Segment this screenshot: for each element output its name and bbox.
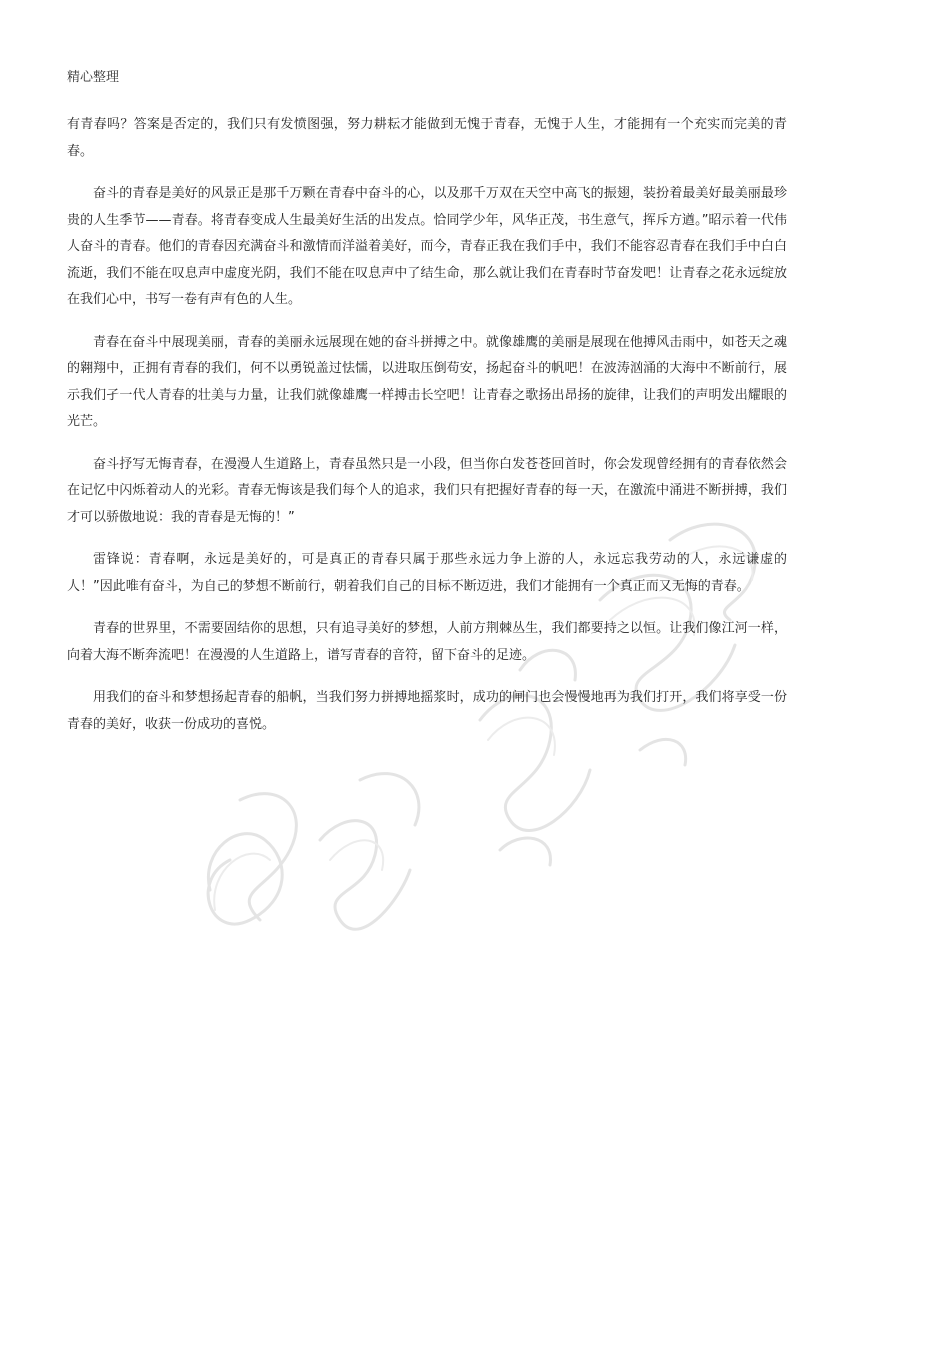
paragraph-3: 青春在奋斗中展现美丽，青春的美丽永远展现在她的奋斗拼搏之中。就像雄鹰的美丽是展现在他搏风击雨中，如苍天之魂的翱翔中，正拥有青春的我们，何不以勇锐盖过怯懦，以进取压倒苟安，扬起奋斗的帆吧！在波涛汹涌的大海中不断前行，展示我们孑一代人青春的壮美与力量，让我们就像雄鹰一样搏击长空吧！让青春之歌扬出昂扬的旋律，让我们的声明发出耀眼的光芒。 — [67, 334, 787, 429]
paragraph-1: 有青春吗？答案是否定的，我们只有发愤图强，努力耕耘才能做到无愧于青春，无愧于人生，才能拥有一个充实而完美的青春。 — [67, 117, 787, 159]
paragraph-5: 雷锋说：青春啊，永远是美好的，可是真正的青春只属于那些永远力争上游的人，永远忘我劳动的人，永远谦虚的人！”因此唯有奋斗，为自己的梦想不断前行，朝着我们自己的目标不断迈进，我们才能拥有一个真正而又无悔的青春。 — [67, 552, 787, 594]
paragraph-2: 奋斗的青春是美好的风景正是那千万颗在青春中奋斗的心，以及那千万双在天空中高飞的振翅，装扮着最美好最美丽最珍贵的人生季节——青春。将青春变成人生最美好生活的出发点。恰同学少年，风华正茂，书生意气，挥斥方遒。”昭示着一代伟人奋斗的青春。他们的青春因充满奋斗和激情而洋溢着美好，而今，青春正我在我们手中，我们不能容忍青春在我们手中白白流逝，我们不能在叹息声中虚度光阴，我们不能在叹息声中了结生命，那么就让我们在青春时节奋发吧！让青春之花永远绽放在我们心中，书写一卷有声有色的人生。 — [67, 186, 787, 307]
article-body — [67, 112, 787, 754]
paragraph-4: 奋斗抒写无悔青春，在漫漫人生道路上，青春虽然只是一小段，但当你白发苍苍回首时，你会发现曾经拥有的青春依然会在记忆中闪烁着动人的光彩。青春无悔该是我们每个人的追求，我们只有把握好青春的每一天，在激流中涌进不断拼搏，我们才可以骄傲地说：我的青春是无悔的！” — [67, 456, 787, 525]
paragraph-7: 用我们的奋斗和梦想扬起青春的船帆，当我们努力拼搏地摇浆时，成功的闸门也会慢慢地再为我们打开，我们将享受一份青春的美好，收获一份成功的喜悦。 — [67, 690, 787, 732]
paragraph-6: 青春的世界里，不需要固结你的思想，只有追寻美好的梦想，人前方荆棘丛生，我们都要持之以恒。让我们像江河一样，向着大海不断奔流吧！在漫漫的人生道路上，谱写青春的音符，留下奋斗的足迹。 — [67, 621, 787, 663]
page-header-title: 精心整理 — [67, 70, 120, 85]
